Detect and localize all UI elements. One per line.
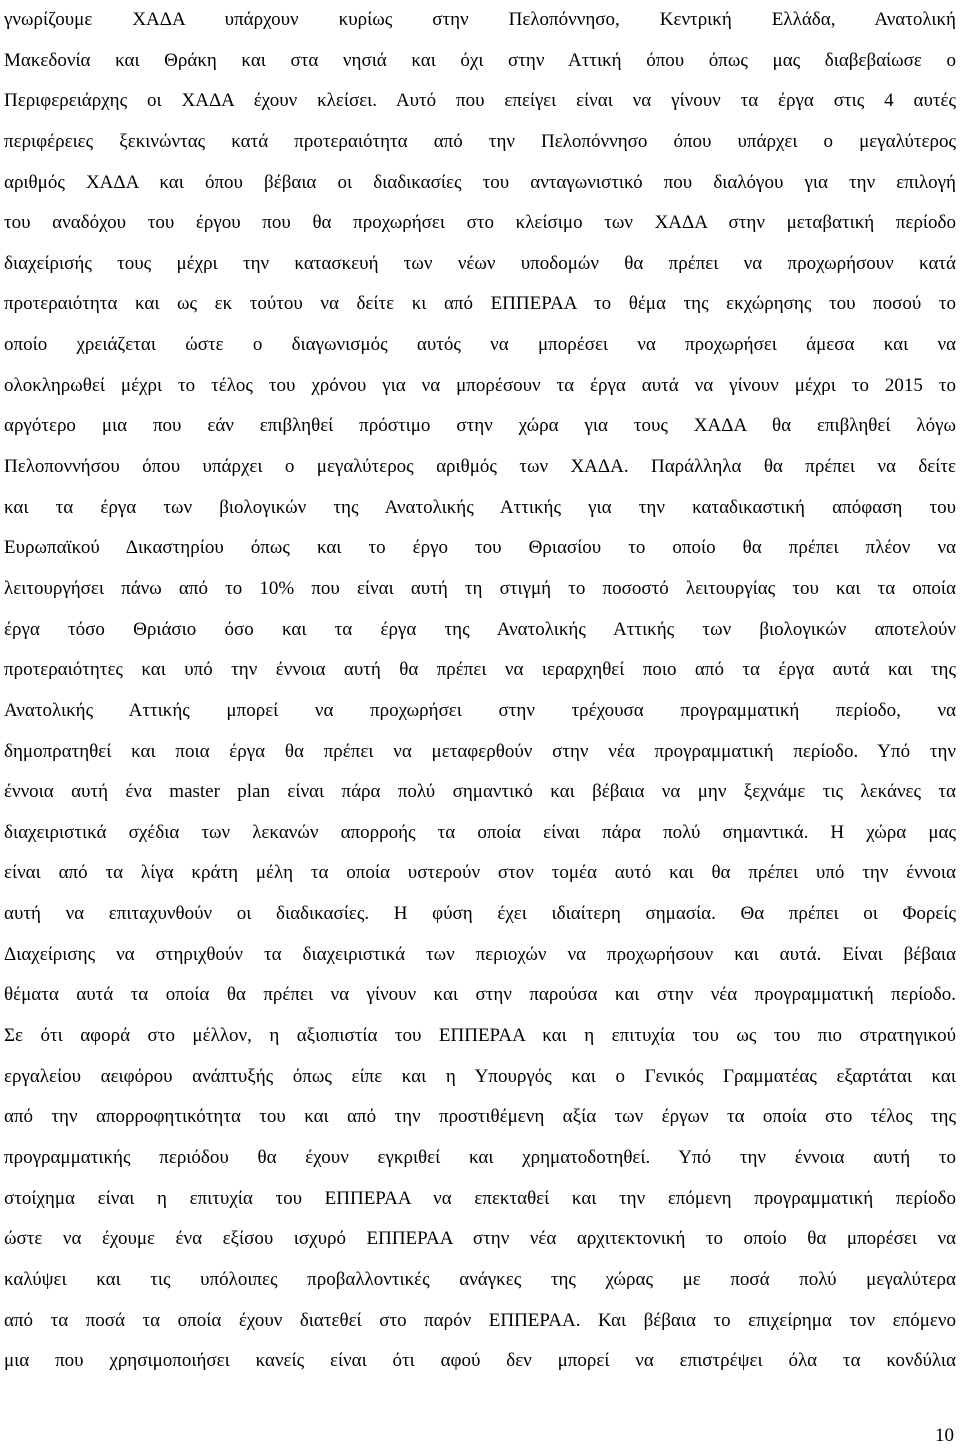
text-line: προτεραιότητες και υπό την έννοια αυτή θα πρέπει να ιεραρχηθεί ποιο από τα έργα αυτά και της: [4, 659, 956, 681]
text-line: Μακεδονία και Θράκη και στα νησιά και όχι στην Αττική όπου όπως μας διαβεβαίωσε ο: [4, 49, 956, 71]
text-line: Πελοποννήσου όπου υπάρχει ο μεγαλύτερος αριθμός των ΧΑΔΑ. Παράλληλα θα πρέπει να δείτε: [4, 456, 956, 478]
text-line: Σε ότι αφορά στο μέλλον, η αξιοπιστία του ΕΠΠΕΡΑΑ και η επιτυχία του ως του πιο στρατηγικού: [4, 1025, 956, 1047]
text-line: αριθμός ΧΑΔΑ και όπου βέβαια οι διαδικασίες του ανταγωνιστικό που διαλόγου για την επιλογή: [4, 171, 956, 193]
text-line: ολοκληρωθεί μέχρι το τέλος του χρόνου για να μπορέσουν τα έργα αυτά να γίνουν μέχρι το 2015 το: [4, 374, 956, 396]
text-line: από την απορροφητικότητα του και από την προστιθέμενη αξία των έργων τα οποία στο τέλος της: [4, 1106, 956, 1128]
page-number: 10: [935, 1425, 954, 1446]
text-line: προτεραιότητα και ως εκ τούτου να δείτε κι από ΕΠΠΕΡΑΑ το θέμα της εκχώρησης του ποσού το: [4, 293, 956, 315]
text-line: λειτουργήσει πάνω από το 10% που είναι αυτή τη στιγμή το ποσοστό λειτουργίας του και τα οποία: [4, 577, 956, 599]
text-line: εργαλείου αειφόρου ανάπτυξής όπως είπε και η Υπουργός και ο Γενικός Γραμματέας εξαρτάται και: [4, 1065, 956, 1087]
text-line: αυτή να επιταχυνθούν οι διαδικασίες. Η φύση έχει ιδιαίτερη σημασία. Θα πρέπει οι Φορείς: [4, 903, 956, 925]
text-line: διαχείρισής τους μέχρι την κατασκευή των νέων υποδομών θα πρέπει να προχωρήσουν κατά: [4, 252, 956, 274]
text-line: από τα ποσά τα οποία έχουν διατεθεί στο παρόν ΕΠΠΕΡΑΑ. Και βέβαια το επιχείρημα τον επόμενο: [4, 1309, 956, 1331]
text-line: διαχειριστικά σχέδια των λεκανών απορροής τα οποία είναι πάρα πολύ σημαντικά. Η χώρα μας: [4, 821, 956, 843]
text-line: Διαχείρισης να στηριχθούν τα διαχειριστικά των περιοχών να προχωρήσουν και αυτά. Είναι βέβαια: [4, 943, 956, 965]
text-line: είναι από τα λίγα κράτη μέλη τα οποία υστερούν στον τομέα αυτό και θα πρέπει υπό την έννοια: [4, 862, 956, 884]
text-line: αργότερο μια που εάν επιβληθεί πρόστιμο στην χώρα για τους ΧΑΔΑ θα επιβληθεί λόγω: [4, 415, 956, 437]
text-line: καλύψει και τις υπόλοιπες προβαλλοντικές ανάγκες της χώρας με ποσά πολύ μεγαλύτερα: [4, 1268, 956, 1290]
text-line: στοίχημα είναι η επιτυχία του ΕΠΠΕΡΑΑ να επεκταθεί και την επόμενη προγραμματική περίοδο: [4, 1187, 956, 1209]
text-line: και τα έργα των βιολογικών της Ανατολικής Αττικής για την καταδικαστική απόφαση του: [4, 496, 956, 518]
text-line: έργα τόσο Θριάσιο όσο και τα έργα της Ανατολικής Αττικής των βιολογικών αποτελούν: [4, 618, 956, 640]
text-line: Ανατολικής Αττικής μπορεί να προχωρήσει στην τρέχουσα προγραμματική περίοδο, να: [4, 699, 956, 721]
text-line: μια που χρησιμοποιήσει κανείς είναι ότι αφού δεν μπορεί να επιστρέψει όλα τα κονδύλια: [4, 1350, 956, 1372]
text-line: δημοπρατηθεί και ποια έργα θα πρέπει να μεταφερθούν στην νέα προγραμματική περίοδο. Υπό την: [4, 740, 956, 762]
text-line: θέματα αυτά τα οποία θα πρέπει να γίνουν και στην παρούσα και στην νέα προγραμματική περίοδο.: [4, 984, 956, 1006]
text-line: προγραμματικής περιόδου θα έχουν εγκριθεί και χρηματοδοτηθεί. Υπό την έννοια αυτή το: [4, 1146, 956, 1168]
text-line: έννοια αυτή ένα master plan είναι πάρα πολύ σημαντικό και βέβαια να μην ξεχνάμε τις λεκάνες τα: [4, 781, 956, 803]
text-line: Περιφερειάρχης οι ΧΑΔΑ έχουν κλείσει. Αυτό που επείγει είναι να γίνουν τα έργα στις 4 αυτές: [4, 90, 956, 112]
text-line: του αναδόχου του έργου που θα προχωρήσει στο κλείσιμο των ΧΑΔΑ στην μεταβατική περίοδο: [4, 212, 956, 234]
text-line: γνωρίζουμε ΧΑΔΑ υπάρχουν κυρίως στην Πελοπόννησο, Κεντρική Ελλάδα, Ανατολική: [4, 9, 956, 30]
text-line: ώστε να έχουμε ένα εξίσου ισχυρό ΕΠΠΕΡΑΑ στην νέα αρχιτεκτονική το οποίο θα μπορέσει να: [4, 1228, 956, 1250]
text-line: οποίο χρειάζεται ώστε ο διαγωνισμός αυτός να μπορέσει να προχωρήσει άμεσα και να: [4, 334, 956, 356]
body-paragraph: [4, 0, 956, 1382]
text-line: περιφέρειες ξεκινώντας κατά προτεραιότητα από την Πελοπόννησο όπου υπάρχει ο μεγαλύτερος: [4, 130, 956, 152]
text-line: Ευρωπαϊκού Δικαστηρίου όπως και το έργο του Θριασίου το οποίο θα πρέπει πλέον να: [4, 537, 956, 559]
